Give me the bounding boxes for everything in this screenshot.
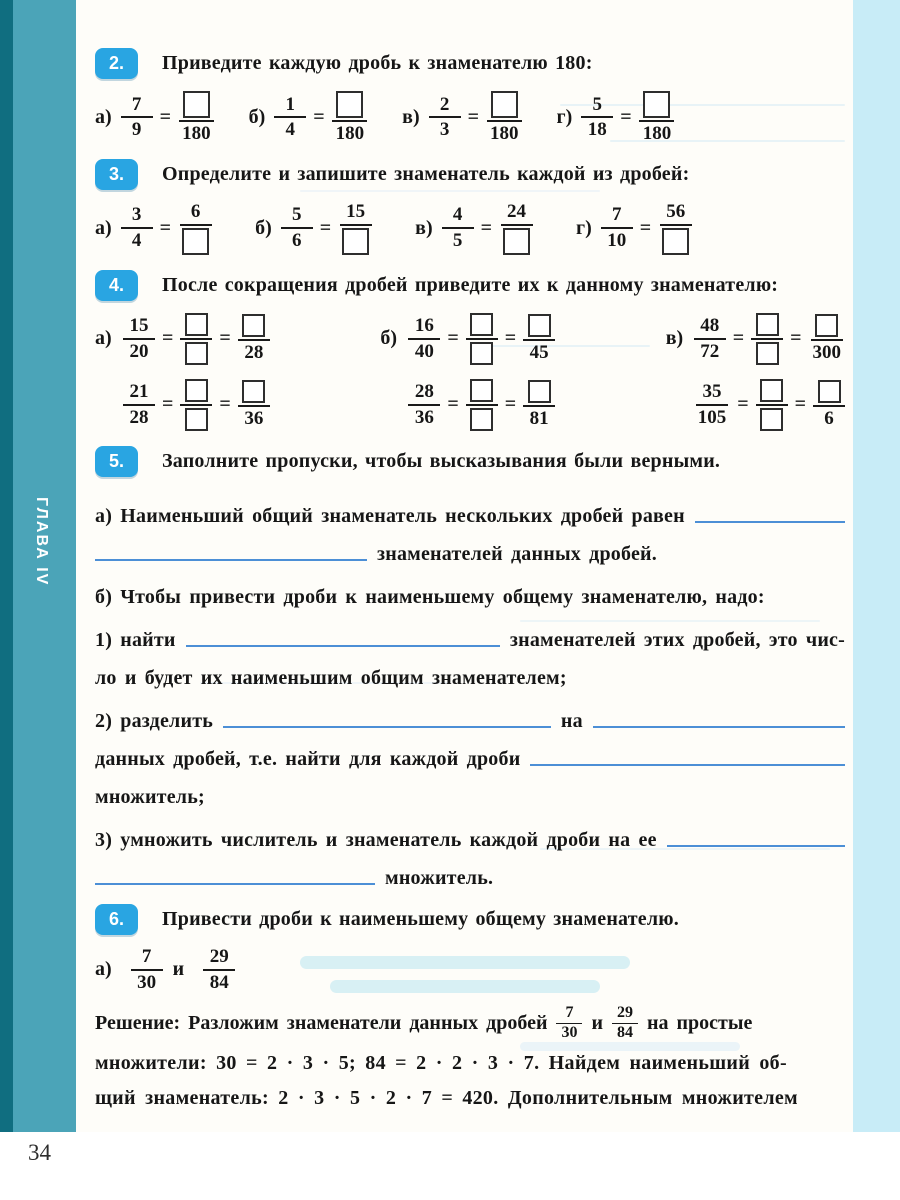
answer-fraction: 15 [338, 202, 373, 255]
exercise-4-grid [95, 313, 845, 431]
equals-sign: = [162, 327, 174, 350]
exercise-3 [95, 159, 845, 255]
ex2-item-b [249, 91, 369, 144]
answer-fraction: 81 [523, 380, 555, 429]
solution-line-3: щий знаменатель: 2 · 3 · 5 · 2 · 7 = 420. Дополнительным множителем [95, 1087, 798, 1110]
fraction: $\frac{3}{4}$ [121, 205, 153, 251]
answer-box[interactable] [182, 228, 209, 255]
statement-text: 3) умножить числитель и знаменатель каждой дроби на ее [95, 828, 657, 851]
ex3-item-b [255, 202, 373, 255]
equals-sign: = [319, 216, 332, 239]
statement-text: б) Чтобы привести дроби к наименьшему общему знаменателю, надо: [95, 585, 765, 608]
answer-fraction: 24 [499, 202, 534, 255]
fraction: $\frac{1}{4}$ [274, 95, 306, 141]
answer-box[interactable] [503, 228, 530, 255]
exercise-3-title: Определите и запишите знаменатель каждой из дробей: [162, 162, 690, 185]
fraction: $\frac{21}{28}$ [123, 382, 155, 428]
statement-text: а) Наименьший общий знаменатель нескольких дробей равен [95, 504, 685, 527]
fill-line [95, 489, 845, 527]
answer-box[interactable] [815, 314, 838, 337]
fraction: $\frac{7}{30}$ [556, 1005, 582, 1042]
answer-blank[interactable] [667, 843, 845, 847]
ex4-column-v [666, 313, 845, 431]
exercise-5 [95, 446, 845, 889]
answer-fraction-boxes [751, 313, 783, 365]
answer-box[interactable] [185, 342, 208, 365]
exercise-2-header [95, 48, 845, 79]
equals-sign: = [794, 393, 806, 416]
answer-box[interactable] [470, 379, 493, 402]
ex2-item-a [95, 91, 215, 144]
equals-sign: = [790, 327, 802, 350]
ex4-column-a [95, 313, 270, 431]
item-label: г) [576, 216, 592, 239]
fraction: $\frac{5}{18}$ [581, 95, 613, 141]
fill-line [95, 770, 845, 808]
answer-fraction-boxes [466, 379, 498, 431]
answer-box[interactable] [470, 313, 493, 336]
equals-sign: = [159, 216, 172, 239]
item-label: в) [665, 327, 684, 350]
answer-fraction-boxes [756, 379, 788, 431]
answer-box[interactable] [342, 228, 369, 255]
exercise-3-header [95, 159, 845, 190]
item-label: в) [415, 216, 433, 239]
ex5-step-2 [95, 694, 845, 808]
exercise-5-header [95, 446, 845, 477]
item-label: в) [402, 105, 420, 128]
fill-line [95, 851, 845, 889]
equals-sign: = [480, 216, 493, 239]
fraction: $\frac{2}{3}$ [429, 95, 461, 141]
ex4-chain [95, 313, 270, 365]
statement-text: ло и будет их наименьшим общим знаменателем; [95, 666, 567, 689]
equals-sign: = [313, 105, 325, 128]
item-label: а) [95, 216, 112, 239]
answer-box[interactable] [760, 408, 783, 431]
answer-fraction: 45 [523, 314, 555, 363]
answer-fraction: 6 [178, 202, 213, 255]
exercise-4-title: После сокращения дробей приведите их к данному знаменателю: [162, 273, 779, 296]
fraction: $\frac{16}{40}$ [408, 316, 440, 362]
ex4-column-b [380, 313, 555, 431]
equals-sign: = [504, 327, 517, 350]
answer-blank[interactable] [186, 643, 500, 647]
exercise-2-title: Приведите каждую дробь к знаменателю 180: [162, 52, 593, 74]
answer-box[interactable] [470, 342, 493, 365]
item-label: г) [556, 105, 573, 128]
answer-box[interactable] [756, 342, 779, 365]
statement-text: знаменателей данных дробей. [377, 542, 657, 565]
item-label: б) [255, 216, 272, 239]
ex3-item-v [415, 202, 534, 255]
fraction: $\frac{35}{105}$ [697, 380, 727, 428]
exercise-4 [95, 270, 845, 431]
statement-text: 2) разделить [95, 709, 213, 732]
exercise-4-badge: 4. [95, 270, 138, 301]
equals-sign: = [732, 327, 745, 350]
answer-fraction-boxes [466, 313, 498, 365]
answer-blank[interactable] [95, 557, 367, 561]
exercise-4-header [95, 270, 845, 301]
statement-text: множитель. [385, 866, 494, 889]
fill-line [95, 732, 845, 770]
chapter-label: ГЛАВА IV [33, 497, 50, 587]
equals-sign: = [162, 393, 174, 416]
fraction: $\frac{15}{20}$ [123, 316, 155, 362]
answer-fraction: 180 [178, 91, 215, 144]
item-label: а) [95, 105, 112, 128]
exercise-6 [95, 904, 845, 1116]
fill-line [95, 651, 845, 689]
equals-sign: = [504, 393, 517, 416]
answer-fraction: 36 [238, 380, 270, 429]
equals-sign: = [620, 105, 632, 128]
ex3-item-a [95, 202, 213, 255]
exercise-5-badge: 5. [95, 446, 138, 477]
answer-blank[interactable] [223, 724, 551, 728]
exercise-6-badge: 6. [95, 904, 138, 935]
answer-box[interactable] [818, 380, 841, 403]
exercise-3-badge: 3. [95, 159, 138, 190]
conjunction-text: и [591, 1011, 603, 1034]
answer-fraction: 180 [332, 91, 369, 144]
solution-text: Решение: Разложим знаменатели данных дробей [95, 1011, 548, 1034]
fraction: $\frac{4}{5}$ [442, 205, 474, 251]
ex4-chain [666, 379, 845, 431]
solution-text: на простые [647, 1011, 753, 1034]
item-label: б) [248, 105, 266, 128]
answer-box[interactable] [756, 313, 779, 336]
answer-blank[interactable] [695, 519, 845, 523]
fraction: $\frac{29}{84}$ [203, 947, 235, 993]
item-label: б) [380, 327, 398, 350]
answer-box[interactable] [491, 91, 518, 118]
exercise-3-items [95, 202, 845, 255]
equals-sign: = [447, 393, 459, 416]
ex6-item-a [95, 947, 845, 993]
answer-box[interactable] [185, 379, 208, 402]
exercise-5-title: Заполните пропуски, чтобы высказывания были верными. [162, 449, 721, 472]
answer-box[interactable] [662, 228, 689, 255]
answer-blank[interactable] [530, 762, 845, 766]
right-edge-band [853, 0, 900, 1132]
answer-fraction: 56 [658, 202, 693, 255]
statement-text: множитель; [95, 785, 205, 808]
fraction: $\frac{28}{36}$ [408, 382, 440, 428]
answer-box[interactable] [528, 314, 551, 337]
ex5-step-3 [95, 813, 845, 889]
statement-text: на [560, 709, 583, 732]
answer-box[interactable] [643, 91, 670, 118]
exercise-2-items [95, 91, 845, 144]
answer-box[interactable] [760, 379, 783, 402]
equals-sign: = [737, 393, 749, 416]
equals-sign: = [467, 105, 480, 128]
fraction: $\frac{7}{9}$ [121, 95, 153, 141]
ex4-chain [380, 313, 555, 365]
answer-fraction: 180 [486, 91, 523, 144]
answer-fraction: 28 [238, 314, 270, 363]
equals-sign: = [159, 105, 172, 128]
answer-fraction: 300 [809, 314, 846, 363]
fill-line [95, 813, 845, 851]
fraction: $\frac{7}{10}$ [601, 205, 633, 251]
ex5-statement-a [95, 489, 845, 565]
exercise-2-badge: 2. [95, 48, 138, 79]
ex2-item-g [557, 91, 676, 144]
statement-text: 1) найти [95, 628, 176, 651]
ex3-item-g [576, 202, 693, 255]
answer-box[interactable] [185, 408, 208, 431]
fraction: $\frac{7}{30}$ [131, 947, 163, 993]
fill-line [95, 613, 845, 651]
equals-sign: = [219, 393, 231, 416]
answer-blank[interactable] [95, 881, 375, 885]
ex4-chain [95, 379, 270, 431]
exercise-2 [95, 48, 845, 144]
answer-box[interactable] [528, 380, 551, 403]
exercise-6-header [95, 904, 845, 935]
answer-fraction: 180 [639, 91, 676, 144]
exercise-6-title: Привести дроби к наименьшему общему знаменателю. [162, 907, 679, 930]
solution-line-2: множители: 30 = 2 · 3 · 5; 84 = 2 · 2 · 3 · 7. Найдем наименьший об- [95, 1052, 787, 1075]
fraction: $\frac{48}{72}$ [694, 316, 726, 362]
ex2-item-v [402, 91, 522, 144]
ex5-statement-b-intro [95, 570, 845, 608]
content-area [95, 48, 845, 1131]
fraction: $\frac{29}{84}$ [612, 1005, 638, 1042]
left-edge-band [0, 0, 13, 1132]
solution-line-1 [95, 1005, 845, 1042]
fill-line [95, 527, 845, 565]
answer-box[interactable] [242, 380, 265, 403]
fill-line [95, 570, 845, 608]
answer-box[interactable] [470, 408, 493, 431]
item-label: а) [95, 327, 112, 350]
answer-fraction: 6 [813, 380, 845, 429]
ex4-chain [666, 313, 845, 365]
statement-text: знаменателей этих дробей, это чис- [509, 628, 845, 651]
answer-box[interactable] [242, 314, 265, 337]
conjunction-text: и [172, 958, 185, 981]
statement-text: данных дробей, т.е. найти для каждой дроби [95, 747, 521, 770]
answer-fraction-boxes [180, 379, 212, 431]
fill-line [95, 694, 845, 732]
page-number: 34 [28, 1140, 51, 1165]
ex5-step-1 [95, 613, 845, 689]
fraction: $\frac{5}{6}$ [281, 205, 313, 251]
answer-fraction-boxes [180, 313, 212, 365]
answer-box[interactable] [185, 313, 208, 336]
equals-sign: = [219, 327, 231, 350]
equals-sign: = [447, 327, 459, 350]
answer-blank[interactable] [593, 724, 845, 728]
answer-box[interactable] [336, 91, 363, 118]
answer-box[interactable] [183, 91, 210, 118]
item-label: а) [95, 958, 112, 981]
equals-sign: = [639, 216, 652, 239]
ex4-chain [380, 379, 555, 431]
